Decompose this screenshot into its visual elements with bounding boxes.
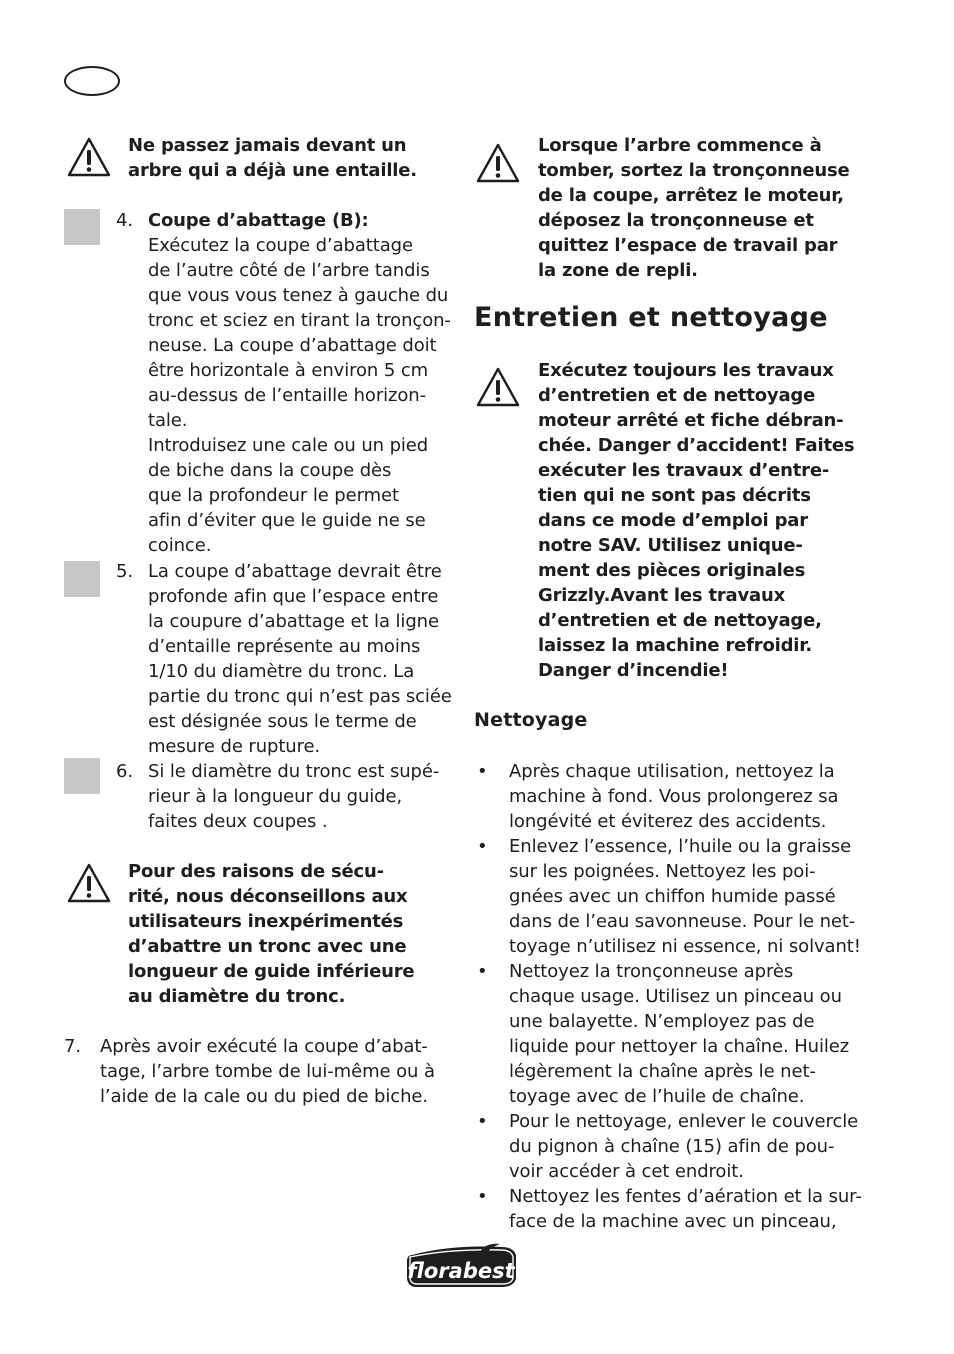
warning-text-3: Lorsque l’arbre commence à tomber, sortez la tronçonneuse de la coupe, arrêtez le moteur, déposez la tronçonneuse et quittez l’espace de travail par la zone de repli. [538, 135, 850, 281]
warning-triangle-icon [475, 366, 521, 408]
warning-triangle-icon [66, 136, 112, 178]
bullet-glyph: • [477, 761, 488, 782]
step-marker-square [64, 561, 100, 597]
step-number: 7. [64, 1036, 81, 1057]
step-body: La coupe d’abattage devrait être profonde afin que l’espace entre la coupure d’abattage et la ligne d’entaille représente au moins 1/10 du diamètre du tronc. La partie du tronc qui n’est pas sciée est désignée sous le terme de mesure de rupture. [148, 561, 452, 757]
step-body: Exécutez la coupe d’abattage de l’autre côté de l’arbre tandis que vous vous tenez à gauche du tronc et sciez en tirant la tronçon- neuse. La coupe d’abattage doit être horizontale à environ 5 cm au-dessus de l’entaille horizon- tale. Introduisez une cale ou un pied de biche dans la coupe dès que la profondeur le permet afin d’éviter que le guide ne se coince. [148, 235, 451, 556]
warning-text-4: Exécutez toujours les travaux d’entretien et de nettoyage moteur arrêté et fiche débran- chée. Danger d’accident! Faites exécuter les travaux d’entre- tien qui ne sont pas décrits dans ce mode d’emploi par notre SAV. Utilisez unique- ment des pièces originales Grizzly.Avant les travaux d’entretien et de nettoyage, laissez la machine refroidir. Danger d’incendie! [538, 360, 855, 681]
list-item: Enlevez l’essence, l’huile ou la graisse sur les poignées. Nettoyez les poi- gnées avec un chiffon humide passé dans de l’eau savonneuse. Pour le net- toyage n’utilisez ni essence, ni solvant! [509, 836, 861, 957]
step-title: Coupe d’abattage (B): [148, 210, 369, 231]
list-item: Nettoyez les fentes d’aération et la sur- face de la machine avec un pinceau, [509, 1186, 862, 1232]
warning-text-2: Pour des raisons de sécu- rité, nous déconseillons aux utilisateurs inexpérimentés d’abattre un tronc avec une longueur de guide inférieure au diamètre du tronc. [128, 861, 415, 1007]
language-oval [64, 66, 120, 96]
bullet-glyph: • [477, 1111, 488, 1132]
bullet-glyph: • [477, 836, 488, 857]
subheading: Nettoyage [474, 709, 588, 731]
step-number: 5. [116, 561, 133, 582]
florabest-logo [404, 1243, 520, 1289]
list-item: Après chaque utilisation, nettoyez la machine à fond. Vous prolongerez sa longévité et éviterez des accidents. [509, 761, 839, 832]
bullet-glyph: • [477, 961, 488, 982]
warning-triangle-icon [66, 862, 112, 904]
step-marker-square [64, 758, 100, 794]
logo-text: florabest [407, 1259, 515, 1283]
warning-text-1: Ne passez jamais devant un arbre qui a déjà une entaille. [128, 135, 417, 181]
warning-triangle-icon [475, 142, 521, 184]
step-number: 6. [116, 761, 133, 782]
step-number: 4. [116, 210, 133, 231]
step-body: Si le diamètre du tronc est supé- rieur à la longueur du guide, faites deux coupes . [148, 761, 440, 832]
list-item: Nettoyez la tronçonneuse après chaque usage. Utilisez un pinceau ou une balayette. N’employez pas de liquide pour nettoyer la chaîne. Huilez légèrement la chaîne après le net- toyage avec de l’huile de chaîne. [509, 961, 850, 1107]
step-body: Après avoir exécuté la coupe d’abat- tage, l’arbre tombe de lui-même ou à l’aide de la cale ou du pied de biche. [100, 1036, 435, 1107]
step-marker-square [64, 209, 100, 245]
bullet-glyph: • [477, 1186, 488, 1207]
list-item: Pour le nettoyage, enlever le couvercle du pignon à chaîne (15) afin de pou- voir accéder à cet endroit. [509, 1111, 859, 1182]
section-heading: Entretien et nettoyage [474, 302, 828, 333]
